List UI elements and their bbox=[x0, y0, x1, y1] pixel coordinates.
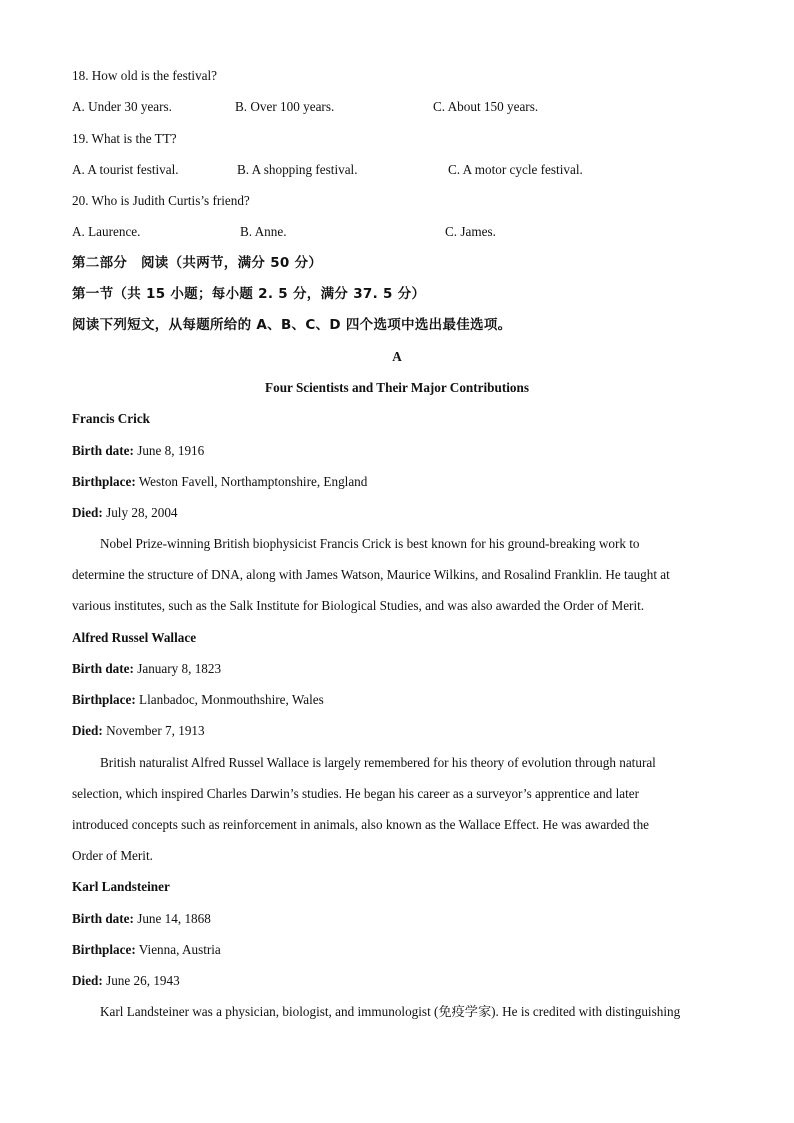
landsteiner-birthplace bbox=[72, 941, 221, 959]
q19-option-b: B. A shopping festival. bbox=[237, 162, 358, 177]
crick-birthplace bbox=[72, 473, 367, 491]
q19-option-c: C. A motor cycle festival. bbox=[448, 162, 583, 177]
part-one-heading: 第一节（共 15 小题；每小题 2. 5 分，满分 37. 5 分） bbox=[72, 286, 426, 302]
passage-letter: A bbox=[392, 349, 402, 364]
died-value: November 7, 1913 bbox=[106, 723, 205, 738]
birth-date-value: January 8, 1823 bbox=[137, 661, 222, 676]
scientist-name-landsteiner: Karl Landsteiner bbox=[72, 879, 170, 894]
died-label: Died: bbox=[72, 973, 103, 988]
q20-option-b: B. Anne. bbox=[240, 224, 287, 239]
question-18: 18. How old is the festival? bbox=[72, 68, 218, 83]
question-20: 20. Who is Judith Curtis’s friend? bbox=[72, 193, 250, 208]
q18-option-a: A. Under 30 years. bbox=[72, 99, 172, 114]
crick-bio-line-2: determine the structure of DNA, along with James Watson, Maurice Wilkins, and Rosalind Franklin. He taught at bbox=[72, 567, 670, 582]
wallace-bio-line-2: selection, which inspired Charles Darwin’s studies. He began his career as a surveyor’s apprentice and later bbox=[72, 786, 639, 801]
question-19: 19. What is the TT? bbox=[72, 131, 177, 146]
q20-option-a: A. Laurence. bbox=[72, 224, 141, 239]
died-value: June 26, 1943 bbox=[106, 973, 180, 988]
landsteiner-died bbox=[72, 972, 180, 990]
wallace-bio-line-4: Order of Merit. bbox=[72, 848, 153, 863]
section-two-heading: 第二部分 阅读（共两节，满分 50 分） bbox=[72, 255, 323, 271]
wallace-bio-line-1: British naturalist Alfred Russel Wallace is largely remembered for his theory of evolution through natural bbox=[100, 755, 656, 770]
birthplace-value: Llanbadoc, Monmouthshire, Wales bbox=[139, 692, 324, 707]
birthplace-label: Birthplace: bbox=[72, 942, 136, 957]
birth-date-label: Birth date: bbox=[72, 661, 134, 676]
q19-option-a: A. A tourist festival. bbox=[72, 162, 179, 177]
birthplace-value: Vienna, Austria bbox=[138, 942, 221, 957]
document-page bbox=[72, 0, 722, 1123]
landsteiner-birth-date bbox=[72, 910, 211, 928]
wallace-birthplace bbox=[72, 691, 324, 709]
scientist-name-crick: Francis Crick bbox=[72, 411, 151, 426]
q18-option-b: B. Over 100 years. bbox=[235, 99, 335, 114]
crick-bio-line-3: various institutes, such as the Salk Institute for Biological Studies, and was also awarded the Order of Merit. bbox=[72, 598, 645, 613]
wallace-birth-date bbox=[72, 660, 221, 678]
reading-instruction: 阅读下列短文，从每题所给的 A、B、C、D 四个选项中选出最佳选项。 bbox=[72, 317, 512, 333]
crick-died bbox=[72, 504, 178, 522]
scientist-name-wallace: Alfred Russel Wallace bbox=[72, 630, 197, 645]
died-label: Died: bbox=[72, 505, 103, 520]
birth-date-label: Birth date: bbox=[72, 443, 134, 458]
crick-bio-line-1: Nobel Prize-winning British biophysicist Francis Crick is best known for his ground-breaking work to bbox=[100, 536, 640, 551]
birth-date-value: June 8, 1916 bbox=[137, 443, 205, 458]
wallace-bio-line-3: introduced concepts such as reinforcement in animals, also known as the Wallace Effect. He was awarded the bbox=[72, 817, 650, 832]
landsteiner-bio-line-1: Karl Landsteiner was a physician, biologist, and immunologist (免疫学家). He is credited with distinguishing bbox=[100, 1004, 681, 1019]
died-label: Died: bbox=[72, 723, 103, 738]
birthplace-label: Birthplace: bbox=[72, 474, 136, 489]
birth-date-label: Birth date: bbox=[72, 911, 134, 926]
q20-option-c: C. James. bbox=[445, 224, 496, 239]
birthplace-value: Weston Favell, Northamptonshire, England bbox=[138, 474, 368, 489]
passage-title: Four Scientists and Their Major Contributions bbox=[265, 380, 529, 395]
birth-date-value: June 14, 1868 bbox=[137, 911, 211, 926]
birthplace-label: Birthplace: bbox=[72, 692, 136, 707]
wallace-died bbox=[72, 722, 205, 740]
died-value: July 28, 2004 bbox=[106, 505, 178, 520]
crick-birth-date bbox=[72, 442, 204, 460]
q18-option-c: C. About 150 years. bbox=[433, 99, 539, 114]
